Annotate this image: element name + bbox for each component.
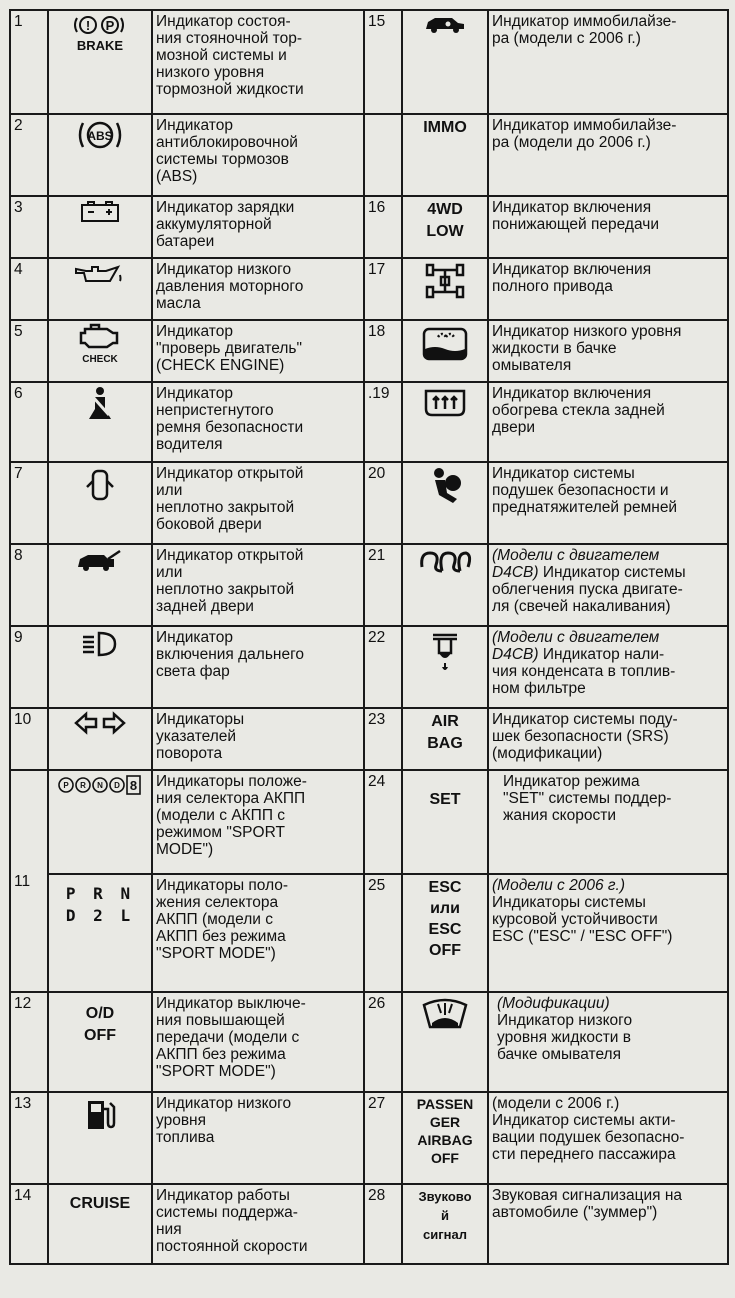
check-label: CHECK	[82, 354, 118, 365]
row-number: 14	[10, 1184, 48, 1264]
brake-label: BRAKE	[76, 38, 124, 53]
indicator-note: (Модели с двигателем D4CB)	[492, 629, 660, 663]
row-number: 18	[364, 320, 402, 382]
gear-selector-sport-icon	[48, 770, 152, 874]
indicator-text: Индикатор нали- чия конденсата в топлив- ном фильтре	[492, 646, 676, 697]
gear-prn-d2l-label: P R N D 2 L	[65, 884, 135, 925]
row-number: 8	[10, 544, 48, 626]
indicator-description: Индикатор включения понижающей передачи	[488, 196, 728, 258]
indicator-description: Индикатор открытой или неплотно закрытой задней двери	[152, 544, 364, 626]
indicator-table	[9, 9, 729, 1265]
indicator-description: Индикатор работы системы поддержа- ния постоянной скорости	[152, 1184, 364, 1264]
indicator-description: Индикатор антиблокировочной системы тормозов (ABS)	[152, 114, 364, 196]
high-beam-icon	[48, 626, 152, 708]
fuel-pump-icon	[48, 1092, 152, 1184]
row-number: 6	[10, 382, 48, 462]
indicator-note: (Модели с 2006 г.)	[492, 877, 625, 894]
table-row	[10, 770, 728, 874]
esc-label: ESC или ESC OFF	[428, 879, 462, 959]
indicator-description: Индикатор зарядки аккумуляторной батареи	[152, 196, 364, 258]
buzzer-label: Звуково й сигнал	[418, 1189, 472, 1242]
svg-text:D: D	[114, 781, 120, 790]
table-row	[10, 1184, 728, 1264]
indicator-description: Индикатор включения обогрева стекла задней двери	[488, 382, 728, 462]
fuel-filter-water-icon	[402, 626, 488, 708]
check-engine-icon	[48, 320, 152, 382]
table-row	[10, 874, 728, 992]
indicator-description: Индикатор низкого уровня топлива	[152, 1092, 364, 1184]
passenger-airbag-off-label: PASSEN GER AIRBAG OFF	[416, 1096, 474, 1166]
cruise-label: CRUISE	[69, 1195, 131, 1212]
indicator-note: (Модификации)	[497, 995, 610, 1012]
svg-text:N: N	[97, 781, 103, 790]
row-number: .19	[364, 382, 402, 462]
indicator-description: Индикатор включения полного привода	[488, 258, 728, 320]
indicator-description: Индикатор низкого уровня жидкости в бачке омывателя	[488, 320, 728, 382]
indicator-description: Индикаторы положе- ния селектора АКПП (модели с АКПП с режимом "SPORT MODE")	[152, 770, 364, 874]
set-label: SET	[429, 791, 461, 808]
row-number: 7	[10, 462, 48, 544]
row-number: 26	[364, 992, 402, 1092]
indicator-description: Звуковая сигнализация на автомобиле ("зуммер")	[488, 1184, 728, 1264]
row-number: 20	[364, 462, 402, 544]
indicator-description: Индикатор "проверь двигатель" (CHECK ENGINE)	[152, 320, 364, 382]
row-number: 17	[364, 258, 402, 320]
oil-can-icon	[48, 258, 152, 320]
row-number: 13	[10, 1092, 48, 1184]
glow-plug-icon	[402, 544, 488, 626]
immo-label: IMMO	[423, 119, 467, 136]
row-number	[364, 114, 402, 196]
indicator-description: Индикаторы поло- жения селектора АКПП (модели с АКПП без режима "SPORT MODE")	[152, 874, 364, 992]
row-number: 4	[10, 258, 48, 320]
indicator-description: Индикатор непристегнутого ремня безопасности водителя	[152, 382, 364, 462]
row-number: 22	[364, 626, 402, 708]
row-number: 25	[364, 874, 402, 992]
door-open-icon	[48, 462, 152, 544]
row-number: 24	[364, 770, 402, 874]
indicator-description: Индикатор открытой или неплотно закрытой боковой двери	[152, 462, 364, 544]
row-number: 23	[364, 708, 402, 770]
row-number: 16	[364, 196, 402, 258]
turn-signal-arrows-icon	[48, 708, 152, 770]
indicator-description	[488, 544, 728, 626]
indicator-description: Индикатор режима "SET" системы поддер- жания скорости	[488, 770, 728, 874]
indicator-description: Индикатор низкого давления моторного масла	[152, 258, 364, 320]
row-number: 11	[10, 770, 48, 992]
table-row	[10, 258, 728, 320]
row-number: 28	[364, 1184, 402, 1264]
svg-text:P: P	[63, 781, 69, 790]
abs-icon	[48, 114, 152, 196]
svg-text:R: R	[80, 781, 86, 790]
table-row	[10, 462, 728, 544]
table-row	[10, 196, 728, 258]
table-row	[10, 708, 728, 770]
row-number: 5	[10, 320, 48, 382]
tailgate-open-icon	[48, 544, 152, 626]
indicator-description: Индикатор иммобилайзе- ра (модели с 2006 г.)	[488, 10, 728, 114]
washer-fluid-icon	[402, 320, 488, 382]
rear-defroster-icon	[402, 382, 488, 462]
table-row	[10, 382, 728, 462]
row-number: 2	[10, 114, 48, 196]
indicator-description: Индикатор системы подушек безопасности и преднатяжителей ремней	[488, 462, 728, 544]
row-number: 3	[10, 196, 48, 258]
indicator-text: Индикатор системы облегчения пуска двигате- ля (свечей накаливания)	[492, 564, 686, 615]
indicator-description	[488, 992, 728, 1092]
svg-text:ABS: ABS	[87, 129, 113, 143]
indicator-description: Индикатор включения дальнего света фар	[152, 626, 364, 708]
table-row	[10, 544, 728, 626]
indicator-description: Индикатор иммобилайзе- ра (модели до 2006 г.)	[488, 114, 728, 196]
indicator-description: Индикатор состоя- ния стояночной тор- мозной системы и низкого уровня тормозной жидкости	[152, 10, 364, 114]
indicator-text: Индикатор низкого уровня жидкости в бачке омывателя	[497, 1012, 633, 1063]
row-number: 15	[364, 10, 402, 114]
row-number: 9	[10, 626, 48, 708]
row-number: 21	[364, 544, 402, 626]
4wd-low-label: 4WD LOW	[426, 201, 464, 240]
table-row	[10, 992, 728, 1092]
table-row	[10, 626, 728, 708]
airbag-pretensioner-icon	[402, 462, 488, 544]
indicator-description	[488, 626, 728, 708]
svg-text:8: 8	[129, 778, 138, 793]
row-number: 1	[10, 10, 48, 114]
row-number: 10	[10, 708, 48, 770]
seatbelt-icon	[48, 382, 152, 462]
table-row	[10, 1092, 728, 1184]
indicator-description: Индикатор системы поду- шек безопасности (SRS) (модификации)	[488, 708, 728, 770]
battery-icon	[48, 196, 152, 258]
table-row	[10, 320, 728, 382]
svg-text:P: P	[105, 18, 115, 33]
svg-text:!: !	[85, 18, 91, 33]
indicator-description: Индикаторы указателей поворота	[152, 708, 364, 770]
row-number: 12	[10, 992, 48, 1092]
brake-icon	[48, 10, 152, 114]
table-row	[10, 114, 728, 196]
row-number: 27	[364, 1092, 402, 1184]
indicator-note: (Модели с двигателем D4CB)	[492, 547, 660, 581]
indicator-description: Индикатор выключе- ния повышающей передачи (модели с АКПП без режима "SPORT MODE")	[152, 992, 364, 1092]
indicator-description	[488, 874, 728, 992]
windshield-washer-icon	[402, 992, 488, 1092]
immobilizer-car-icon	[402, 10, 488, 114]
4wd-drivetrain-icon	[402, 258, 488, 320]
indicator-description: (модели с 2006 г.) Индикатор системы акти- вации подушек безопасно- сти переднего пассажира	[488, 1092, 728, 1184]
od-off-label: O/D OFF	[84, 1005, 116, 1044]
table-row	[10, 10, 728, 114]
air-bag-label: AIR BAG	[427, 713, 463, 752]
indicator-text: Индикаторы системы курсовой устойчивости ESC ("ESC" / "ESC OFF")	[492, 894, 673, 945]
